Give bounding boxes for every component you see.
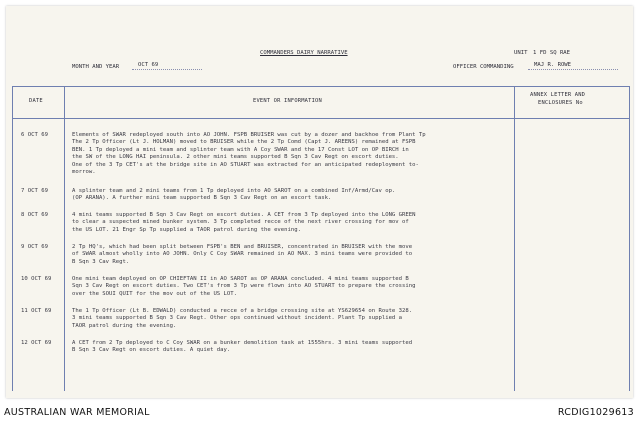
- entry-line: A splinter team and 2 mini teams from 1 Tp deployed into AO SAROT on a combined Inf/Armd/Cav op.: [72, 188, 396, 194]
- document-page: [6, 6, 633, 398]
- entry-line: (OP ARANA). A further mini team supported B Sqn 3 Cav Regt on an escort task.: [72, 195, 332, 202]
- archive-footer: [0, 405, 640, 421]
- entry-line: The 1 Tp Officer (Lt B. EDWALD) conducted a recce of a bridge crossing site at YS629654 on Route 328.: [72, 308, 413, 314]
- entry-line: TAOR patrol during the evening.: [72, 322, 177, 329]
- entry-line: morrow.: [72, 169, 96, 176]
- annex-column-header-line1: ANNEX LETTER AND: [530, 92, 586, 98]
- officer-underline: [528, 69, 618, 70]
- entry-line: over the SOUI QUIT for the mov out of the US LOT.: [72, 290, 238, 297]
- entry-line: Sqn 3 Cav Regt on escort duties. Two CET's from 3 Tp were flown into AO STUART to prepare the crossing: [72, 283, 416, 290]
- entry-text: [72, 340, 412, 355]
- entry-text: [72, 132, 426, 176]
- entry-date: 7 OCT 69: [21, 188, 48, 194]
- entry-line: A CET from 2 Tp deployed to C Coy SWAR on a bunker demolition task at 1555hrs. 3 mini teams supported: [72, 340, 413, 346]
- entry-text: [72, 244, 412, 266]
- archive-name: AUSTRALIAN WAR MEMORIAL: [4, 407, 150, 418]
- entry-date: 6 OCT 69: [21, 132, 48, 138]
- entry-line: the US LOT. 21 Engr Sp Tp supplied a TAOR patrol during the evening.: [72, 226, 302, 233]
- annex-column-header-line2: ENCLOSURES No: [538, 100, 583, 106]
- entry-line: One of the 3 Tp CET's at the bridge site in AO STUART was extracted for an anticipated redeployment to-: [72, 161, 419, 168]
- entry-line: BEN. 1 Tp deployed a mini team and splinter team with A Coy SWAR and the 17 Const LOT on OP BIRCH in: [72, 146, 409, 153]
- table-header-rule: [12, 118, 629, 119]
- entry-line: 2 Tp HQ's, which had been split between FSPB's BEN and BRUISER, concentrated in BRUISER with the move: [72, 244, 413, 250]
- officer-value: MAJ R. ROWE: [534, 62, 572, 68]
- entry-text: [72, 188, 395, 203]
- table-top-rule: [12, 86, 629, 87]
- table-right-rule: [629, 86, 630, 391]
- unit-label: UNIT: [514, 50, 528, 56]
- month-year-underline: [132, 69, 202, 70]
- month-year-value: OCT 69: [138, 62, 159, 68]
- entry-date: 9 OCT 69: [21, 244, 48, 250]
- unit-value: 1 FD SQ RAE: [533, 50, 571, 56]
- date-column-divider: [64, 86, 65, 391]
- entry-line: B Sqn 3 Cav Regt on escort duties. A quiet day.: [72, 347, 231, 354]
- entry-line: of SWAR almost wholly into AO JOHN. Only C Coy SWAR remained in AO MAX. 3 mini teams were provided to: [72, 251, 413, 258]
- entry-date: 10 OCT 69: [21, 276, 52, 282]
- entry-text: [72, 308, 412, 330]
- month-year-label: MONTH AND YEAR: [72, 64, 120, 70]
- document-title: COMMANDERS DAIRY NARRATIVE: [260, 50, 348, 56]
- date-column-header: DATE: [29, 98, 43, 104]
- table-left-rule: [12, 86, 13, 391]
- annex-column-divider: [514, 86, 515, 391]
- officer-label: OFFICER COMMANDING: [453, 64, 514, 70]
- entry-text: [72, 212, 416, 234]
- entry-text: [72, 276, 416, 298]
- entry-line: One mini team deployed on OP CHIEFTAN II in AO SAROT as OP ARANA concluded. 4 mini teams supported B: [72, 276, 409, 282]
- entry-date: 11 OCT 69: [21, 308, 52, 314]
- archive-reference: RCDIG1029613: [557, 407, 634, 418]
- event-column-header: EVENT OR INFORMATION: [253, 98, 322, 104]
- entry-line: 4 mini teams supported B Sqn 3 Cav Regt on escort duties. A CET from 3 Tp deployed into the LONG GREEN: [72, 212, 416, 218]
- entry-date: 12 OCT 69: [21, 340, 52, 346]
- entry-line: to clear a suspected mined bunker system. 3 Tp completed recce of the next river crossing for mov of: [72, 219, 409, 226]
- entry-line: 3 mini teams supported B Sqn 3 Cav Regt. Other ops continued without incident. Plant Tp supplied a: [72, 315, 403, 322]
- entry-line: Elements of SWAR redeployed south into AO JOHN. FSPB BRUISER was cut by a dozer and backhoe from Plant Tp: [72, 132, 426, 138]
- entry-line: B Sqn 3 Cav Regt.: [72, 258, 130, 265]
- entry-line: The 2 Tp Officer (Lt J. HOLMAN) moved to BRUISER while the 2 Tp Comd (Capt J. AREENS) remained at FSPB: [72, 139, 416, 146]
- entry-date: 8 OCT 69: [21, 212, 48, 218]
- entry-line: the SW of the LONG HAI peninsula. 2 other mini teams supported B Sqn 3 Cav Regt on escort duties.: [72, 154, 399, 161]
